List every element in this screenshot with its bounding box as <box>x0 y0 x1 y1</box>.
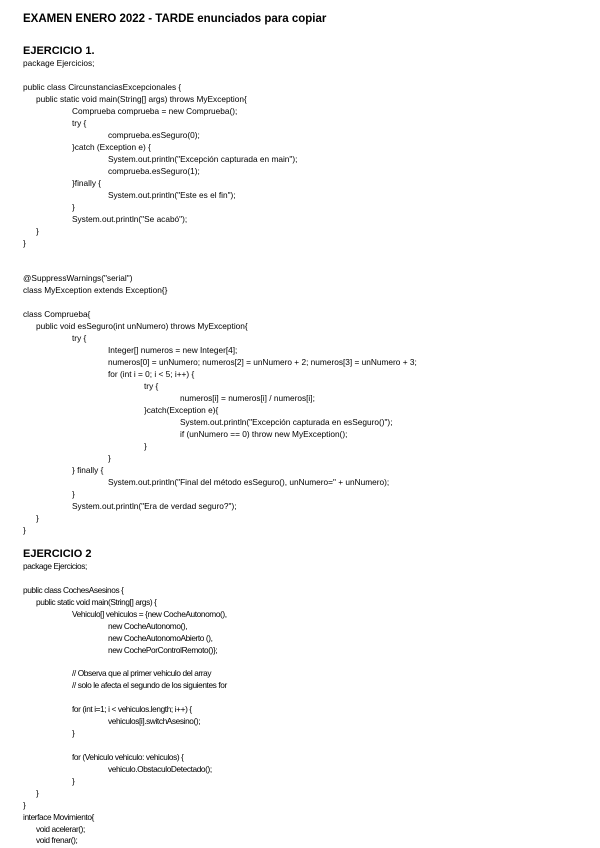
code-line: System.out.println("Excepción capturada en esSeguro()"); <box>180 417 393 427</box>
code-line: Vehiculo[] vehiculos = {new CocheAutonomo(), <box>72 609 227 619</box>
code-line: } <box>72 776 75 786</box>
code-line: new CochePorControlRemoto()}; <box>108 645 218 655</box>
code-line: public class CircunstanciasExcepcionales { <box>23 82 182 92</box>
code-line: public class CochesAsesinos { <box>23 585 124 595</box>
code-line: Integer[] numeros = new Integer[4]; <box>108 345 238 355</box>
exercise-2-heading: EJERCICIO 2 <box>23 548 92 560</box>
code-line: }finally { <box>72 178 102 188</box>
code-line: void acelerar(); <box>36 824 85 834</box>
code-line: try { <box>72 118 87 128</box>
code-line: void frenar(); <box>36 835 78 845</box>
code-line: vehiculo.ObstaculoDetectado(); <box>108 764 212 774</box>
code-line: } <box>108 453 111 463</box>
code-line: public static void main(String[] args) { <box>36 597 157 607</box>
code-line: // Observa que al primer vehiculo del array <box>72 668 212 678</box>
code-line: if (unNumero == 0) throw new MyException(); <box>180 429 348 439</box>
code-line: numeros[i] = numeros[i] / numeros[i]; <box>180 393 315 403</box>
code-line: interface Movimiento{ <box>23 812 94 822</box>
code-line: System.out.println("Este es el fin"); <box>108 190 236 200</box>
code-line: } <box>72 728 75 738</box>
code-line: comprueba.esSeguro(1); <box>108 166 200 176</box>
code-line: new CocheAutonomoAbierto (), <box>108 633 213 643</box>
code-line: public static void main(String[] args) throws MyException{ <box>36 94 247 104</box>
code-line: } <box>23 238 26 248</box>
code-line: System.out.println("Se acabó"); <box>72 214 188 224</box>
code-line: numeros[0] = unNumero; numeros[2] = unNumero + 2; numeros[3] = unNumero + 3; <box>108 357 417 367</box>
code-line: System.out.println("Excepción capturada en main"); <box>108 154 298 164</box>
code-line: } <box>36 226 39 236</box>
code-line: try { <box>144 381 159 391</box>
code-line: } <box>144 441 147 451</box>
code-line: System.out.println("Final del método esSeguro(), unNumero=" + unNumero); <box>108 477 390 487</box>
code-line: } <box>72 489 75 499</box>
code-line: for (int i=1; i < vehiculos.length; i++) { <box>72 704 192 714</box>
code-line: for (int i = 0; i < 5; i++) { <box>108 369 195 379</box>
code-line: } <box>36 788 39 798</box>
exercise-1-heading: EJERCICIO 1. <box>23 45 95 57</box>
code-line: class MyException extends Exception{} <box>23 285 168 295</box>
code-line: // solo le afecta el segundo de los siguientes for <box>72 680 227 690</box>
document-title: EXAMEN ENERO 2022 - TARDE enunciados para copiar <box>23 13 327 25</box>
code-line: try { <box>72 333 87 343</box>
code-line: } <box>23 800 26 810</box>
code-line: System.out.println("Era de verdad seguro?"); <box>72 501 237 511</box>
code-line: new CocheAutonomo(), <box>108 621 188 631</box>
code-line: public void esSeguro(int unNumero) throws MyException{ <box>36 321 248 331</box>
code-line: package Ejercicios; <box>23 58 95 68</box>
code-line: @SuppressWarnings("serial") <box>23 273 133 283</box>
code-line: } <box>72 202 75 212</box>
code-line: Comprueba comprueba = new Comprueba(); <box>72 106 238 116</box>
code-line: for (Vehiculo vehiculo: vehiculos) { <box>72 752 184 762</box>
code-line: }catch(Exception e){ <box>144 405 219 415</box>
code-line: } <box>23 525 26 535</box>
code-line: comprueba.esSeguro(0); <box>108 130 200 140</box>
code-line: } finally { <box>72 465 104 475</box>
code-line: class Comprueba{ <box>23 309 91 319</box>
code-line: }catch (Exception e) { <box>72 142 151 152</box>
code-line: package Ejercicios; <box>23 561 87 571</box>
code-line: } <box>36 513 39 523</box>
code-line: vehiculos[i].switchAsesino(); <box>108 716 201 726</box>
